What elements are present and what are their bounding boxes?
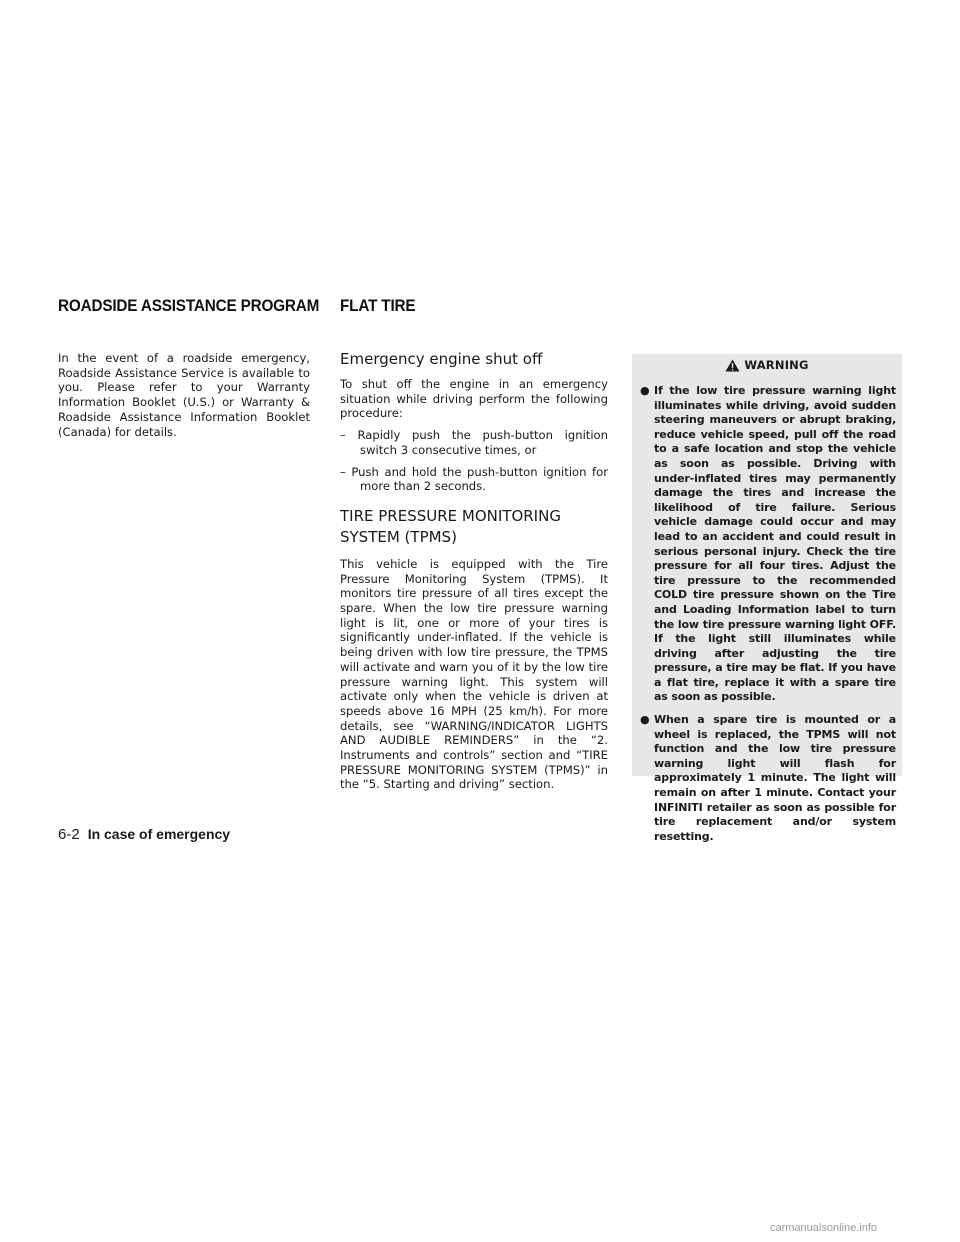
section-header-flat-tire: FLAT TIRE: [340, 296, 416, 315]
warning-item-text-1: If the low tire pressure warning light illuminates while driving, avoid sudden steering maneuvers or abrupt braking, reduce vehicle speed, pull off the road to a safe location and stop the vehicle as soon as possible. Driving with under-inflated tires may permanently damage the tires and increase the likelihood of tire failure. Serious vehicle damage could occur and may lead to an accident and could result in serious personal injury. Check the tire pressure for all four tires. Adjust the tire pressure to the recommended COLD tire pressure shown on the Tire and Loading Information label to turn the low tire pressure warning light OFF. If the light still illuminates while driving after adjusting the tire pressure, a tire may be flat. If you have a flat tire, replace it with a spare tire as soon as possible.: [654, 384, 896, 704]
warning-item-text-2: When a spare tire is mounted or a wheel is replaced, the TPMS will not function and the low tire pressure warning light will flash for approximately 1 minute. The light will remain on after 1 minute. Contact your INFINITI retailer as soon as possible for tire replacement and/or system resetting.: [654, 713, 896, 843]
emergency-shutoff-title: Emergency engine shut off: [340, 350, 543, 368]
emergency-step-1: – Rapidly push the push-button ignition switch 3 consecutive times, or: [340, 428, 608, 457]
tpms-title: TIRE PRESSURE MONITORING SYSTEM (TPMS): [340, 506, 561, 546]
page-footer: [58, 826, 230, 843]
warning-header: [632, 354, 902, 376]
watermark: carmanualsonline.info: [770, 1222, 878, 1234]
warning-box: [632, 354, 902, 843]
tpms-body: This vehicle is equipped with the Tire Pressure Monitoring System (TPMS). It monitors tire pressure of all tires except the spare. When the low tire pressure warning light is lit, one or more of your tires is significantly under-inflated. If the vehicle is being driven with low tire pressure, the TPMS will activate and warn you of it by the low tire pressure warning light. This system will activate only when the vehicle is driven at speeds above 16 MPH (25 km/h). For more details, see “WARNING/INDICATOR LIGHTS AND AUDIBLE REMINDERS” in the “2. Instruments and controls” section and “TIRE PRESSURE MONITORING SYSTEM (TPMS)” in the “5. Starting and driving” section.: [340, 556, 608, 792]
warning-item: [640, 384, 896, 705]
roadside-column: [58, 351, 310, 439]
flat-tire-column: [340, 350, 608, 792]
warning-triangle-icon: [725, 359, 740, 372]
roadside-body: In the event of a roadside emergency, Roadside Assistance Service is available to you. Please refer to your Warranty Information Booklet (U.S.) or Warranty & Roadside Assistance Information Booklet (Canada) for details.: [58, 351, 310, 439]
warning-title: WARNING: [744, 358, 809, 372]
footer-section: In case of emergency: [87, 826, 231, 842]
page-number: 6-2: [58, 826, 80, 843]
section-header-roadside-assistance: ROADSIDE ASSISTANCE PROGRAM: [58, 296, 320, 315]
bullet: ●: [640, 713, 650, 727]
emergency-step-2: – Push and hold the push-button ignition for more than 2 seconds.: [340, 464, 608, 494]
bullet: ●: [640, 384, 650, 397]
warning-item: [640, 713, 896, 844]
emergency-shutoff-intro: To shut off the engine in an emergency situation while driving perform the following procedure:: [340, 377, 608, 421]
